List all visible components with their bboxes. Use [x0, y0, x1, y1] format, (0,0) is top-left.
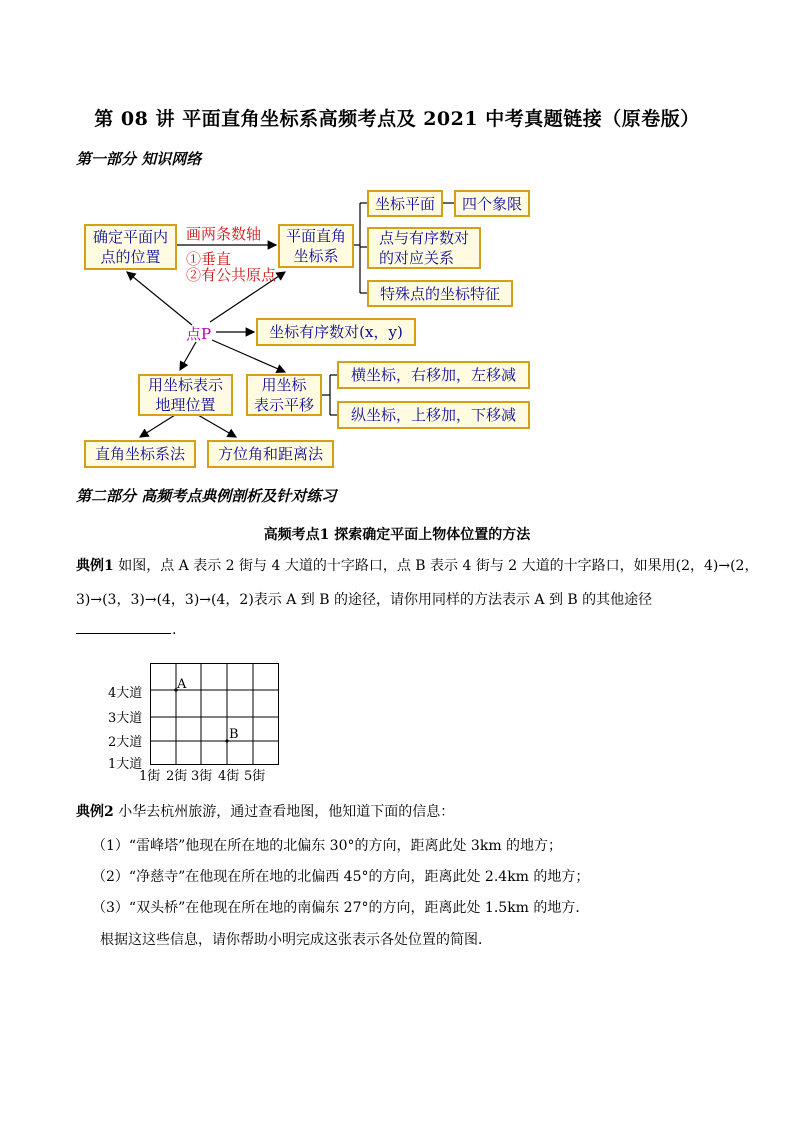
box-correspondence-line1: 点与有序数对: [378, 229, 469, 247]
box-bearing-method: 方位角和距离法: [207, 440, 334, 468]
box-geo-location: [138, 374, 233, 416]
box-geo-line1: 用坐标表示: [147, 376, 223, 394]
box-four-quadrants: 四个象限: [454, 190, 530, 217]
grid-point-a: A: [177, 677, 187, 692]
box-coordinate-system-line2: 坐标系: [293, 247, 339, 265]
example1-label: 典例1: [76, 558, 114, 574]
grid-col-2: 2街: [166, 769, 188, 784]
page-title: 第 08 讲 平面直角坐标系高频考点及 2021 中考真题链接（原卷版）: [94, 108, 700, 130]
point-p-label: 点P: [186, 325, 212, 343]
box-ordered-pair: 坐标有序数对(x，y): [256, 318, 416, 346]
grid-col-1: 1街: [139, 769, 161, 784]
example2-item-3: （3）“双头桥”在他现在所在地的南偏东 27°的方向，距离此处 1.5km 的地方．: [92, 900, 590, 916]
example2-item-1: （1）“雷峰塔”他现在所在地的北偏东 30°的方向，距离此处 3km 的地方；: [92, 838, 563, 854]
box-coordinate-system-line1: 平面直角: [285, 227, 346, 245]
grid-row-1: 1大道: [108, 757, 143, 772]
arrow-geo-to-bearing: [198, 415, 236, 437]
box-determine-position: [84, 224, 177, 270]
grid-row-4: 4大道: [108, 686, 143, 701]
note-draw-two-axes: 画两条数轴: [186, 225, 262, 243]
arrow-p-to-position: [127, 272, 192, 325]
example2-label: 典例2: [76, 804, 114, 820]
subheading-topic1: 高频考点1 探索确定平面上物体位置的方法: [263, 527, 531, 543]
example1-text-line1: 如图，点 A 表示 2 街与 4 大道的十字路口，点 B 表示 4 街与 2 大道的十字路口，如果用(2，4)→(2，: [118, 558, 759, 574]
example1-line2: 3)→(3，3)→(4，3)→(4，2)表示 A 到 B 的途径，请你用同样的方法表示 A 到 B 的其他途径: [76, 592, 653, 608]
grid-row-3: 3大道: [108, 711, 143, 726]
box-coordinate-plane: 坐标平面: [367, 190, 443, 217]
note-common-origin: ②有公共原点: [186, 266, 277, 284]
grid-point-b: B: [229, 727, 239, 742]
knowledge-network-diagram: [0, 0, 794, 480]
example1-line1: [76, 556, 758, 576]
grid-row-2: 2大道: [108, 735, 143, 750]
example2-intro: [76, 802, 454, 822]
arrow-geo-to-cartesian: [140, 415, 175, 437]
grid-col-5: 5街: [244, 769, 266, 784]
section-heading-examples: 第二部分 高频考点典例剖析及针对练习: [76, 487, 337, 505]
box-correspondence-line2: 的对应关系: [378, 249, 454, 267]
grid-col-3: 3街: [191, 769, 213, 784]
note-perpendicular: ①垂直: [186, 250, 232, 268]
example2-intro-text: 小华去杭州旅游，通过查看地图，他知道下面的信息：: [118, 804, 455, 820]
box-coordinate-system: [278, 224, 354, 268]
answer-blank-period: .: [172, 622, 177, 638]
box-translation: [246, 374, 322, 416]
box-special-points: 特殊点的坐标特征: [367, 280, 513, 307]
box-point-pair-correspondence: [367, 227, 481, 269]
street-grid: [150, 663, 280, 766]
box-translation-line2: 表示平移: [253, 396, 314, 414]
arrow-p-to-geo: [180, 342, 196, 370]
grid-col-4: 4街: [218, 769, 240, 784]
box-translation-line1: 用坐标: [261, 376, 307, 394]
box-geo-line2: 地理位置: [155, 396, 216, 414]
box-horizontal-rule: 横坐标，右移加，左移减: [337, 361, 530, 389]
box-determine-position-line1: 确定平面内: [92, 228, 168, 246]
example2-item-2: （2）“净慈寺”在他现在所在地的北偏西 45°的方向，距离此处 2.4km 的地方；: [92, 869, 590, 885]
section-heading-knowledge-network: 第一部分 知识网络: [76, 150, 202, 168]
box-determine-position-line2: 点的位置: [100, 248, 161, 266]
example2-closing: 根据这这些信息，请你帮助小明完成这张表示各处位置的简图．: [100, 932, 492, 948]
answer-blank: [76, 633, 171, 634]
box-vertical-rule: 纵坐标，上移加，下移减: [337, 401, 530, 429]
box-cartesian-method: 直角坐标系法: [84, 440, 196, 468]
